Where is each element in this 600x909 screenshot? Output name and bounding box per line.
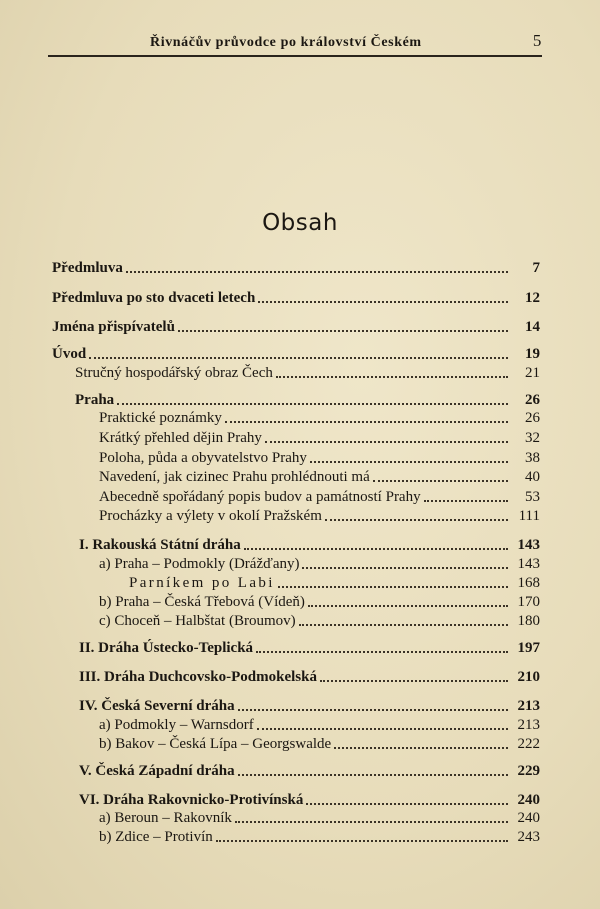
toc-label: a) Praha – Podmokly (Drážďany) [99,556,300,572]
toc-page: 26 [525,392,540,408]
toc-leader [310,461,508,463]
toc-page: 12 [525,290,540,306]
toc-page: 53 [525,489,540,505]
toc-label: II. Dráha Ústecko-Teplická [79,640,254,656]
toc-page: 143 [517,556,540,572]
toc-leader [178,330,508,332]
toc-entry [79,694,540,714]
toc-leader [308,605,508,607]
toc-page: 222 [517,736,540,752]
toc-label: Poloha, půda a obyvatelstvo Prahy [99,450,307,466]
toc-entry [79,636,540,656]
toc-page: 21 [525,365,540,381]
toc-entry [52,342,540,362]
toc-page: 213 [517,717,540,733]
toc-page: 111 [518,508,540,524]
toc-label: IV. Česká Severní dráha [79,698,235,714]
toc-label: b) Bakov – Česká Lípa – Georgswalde [99,736,332,752]
toc-leader [299,624,508,626]
toc-leader [244,548,508,550]
toc-page: 32 [525,430,540,446]
toc-entry [129,571,540,591]
toc-page: 26 [525,410,540,426]
toc-label: c) Choceň – Halbštat (Broumov) [99,613,296,629]
toc-leader [257,728,508,730]
toc-entry [52,256,540,276]
toc-leader [89,357,508,359]
toc-entry [99,590,540,610]
toc-leader [373,480,508,482]
toc-leader [216,840,508,842]
header-title: Řivnáčův průvodce po království Českém [150,35,422,50]
toc-entry [99,713,540,733]
toc-label: III. Dráha Duchcovsko-Podmokelská [79,669,317,685]
toc-label: b) Zdice – Protivín [99,829,213,845]
toc-entry [52,315,540,335]
toc-label: Praktické poznámky [99,410,222,426]
toc-entry [99,825,540,845]
page-number: 5 [532,31,542,50]
toc-leader [256,651,508,653]
toc-entry [99,446,540,466]
toc-leader [302,567,508,569]
toc-label: I. Rakouská Státní dráha [79,537,241,553]
toc-page: 14 [525,319,540,335]
toc-label: Krátký přehled dějin Prahy [99,430,262,446]
toc-page: 19 [525,346,540,362]
toc-leader [320,680,508,682]
toc-entry [52,286,540,306]
toc-label: V. Česká Západní dráha [79,763,235,779]
toc-page: 213 [517,698,540,714]
toc-page: 240 [517,810,540,826]
toc-label: Jména přispívatelů [52,319,175,335]
toc-page: 40 [525,469,540,485]
toc-leader [325,519,508,521]
toc-entry [99,732,540,752]
toc-leader [238,709,508,711]
toc-entry [99,426,540,446]
toc-leader [225,421,508,423]
toc-entry [79,788,540,808]
toc-label: Předmluva [52,260,123,276]
toc-page: 180 [517,613,540,629]
toc-label: Stručný hospodářský obraz Čech [75,365,273,381]
toc-label: Abecedně spořádaný popis budov a památností Prahy [99,489,421,505]
toc-label: Procházky a výlety v okolí Pražském [99,508,322,524]
toc-label: VI. Dráha Rakovnicko-Protivínská [79,792,304,808]
toc-leader [278,586,508,588]
toc-leader [276,376,508,378]
toc-leader [117,403,508,405]
toc-entry [79,533,540,553]
toc-entry [99,552,540,572]
toc-page: 170 [517,594,540,610]
toc-page: 210 [517,669,540,685]
toc-leader [424,500,508,502]
toc-leader [235,821,508,823]
toc-label: Úvod [52,346,87,362]
toc-entry [99,504,540,524]
toc-leader [334,747,508,749]
contents-heading: Obsah [262,210,338,236]
toc-entry [99,485,540,505]
toc-leader [126,271,508,273]
toc-page: 243 [517,829,540,845]
toc-entry [79,759,540,779]
toc-entry [99,806,540,826]
toc-label: a) Podmokly – Warnsdorf [99,717,254,733]
toc-leader [238,774,508,776]
toc-page: 168 [517,575,540,591]
toc-label: b) Praha – Česká Třebová (Vídeň) [99,594,305,610]
toc-label: Navedení, jak cizinec Prahu prohlédnouti má [99,469,370,485]
toc-entry [99,406,540,426]
toc-page: 240 [517,792,540,808]
toc-page: 7 [532,260,540,276]
toc-page: 143 [517,537,540,553]
toc-label: Praha [75,392,115,408]
toc-page: 197 [517,640,540,656]
toc-entry [99,609,540,629]
toc-entry [75,388,540,408]
toc-page: 229 [517,763,540,779]
toc-label: Předmluva po sto dvaceti letech [52,290,256,306]
toc-label: a) Beroun – Rakovník [99,810,232,826]
toc-label: Parníkem po Labi [129,575,275,591]
toc-page: 38 [525,450,540,466]
toc-entry [75,361,540,381]
toc-leader [306,803,508,805]
toc-leader [265,441,508,443]
toc-entry [79,665,540,685]
toc-entry [99,465,540,485]
toc-leader [258,301,508,303]
